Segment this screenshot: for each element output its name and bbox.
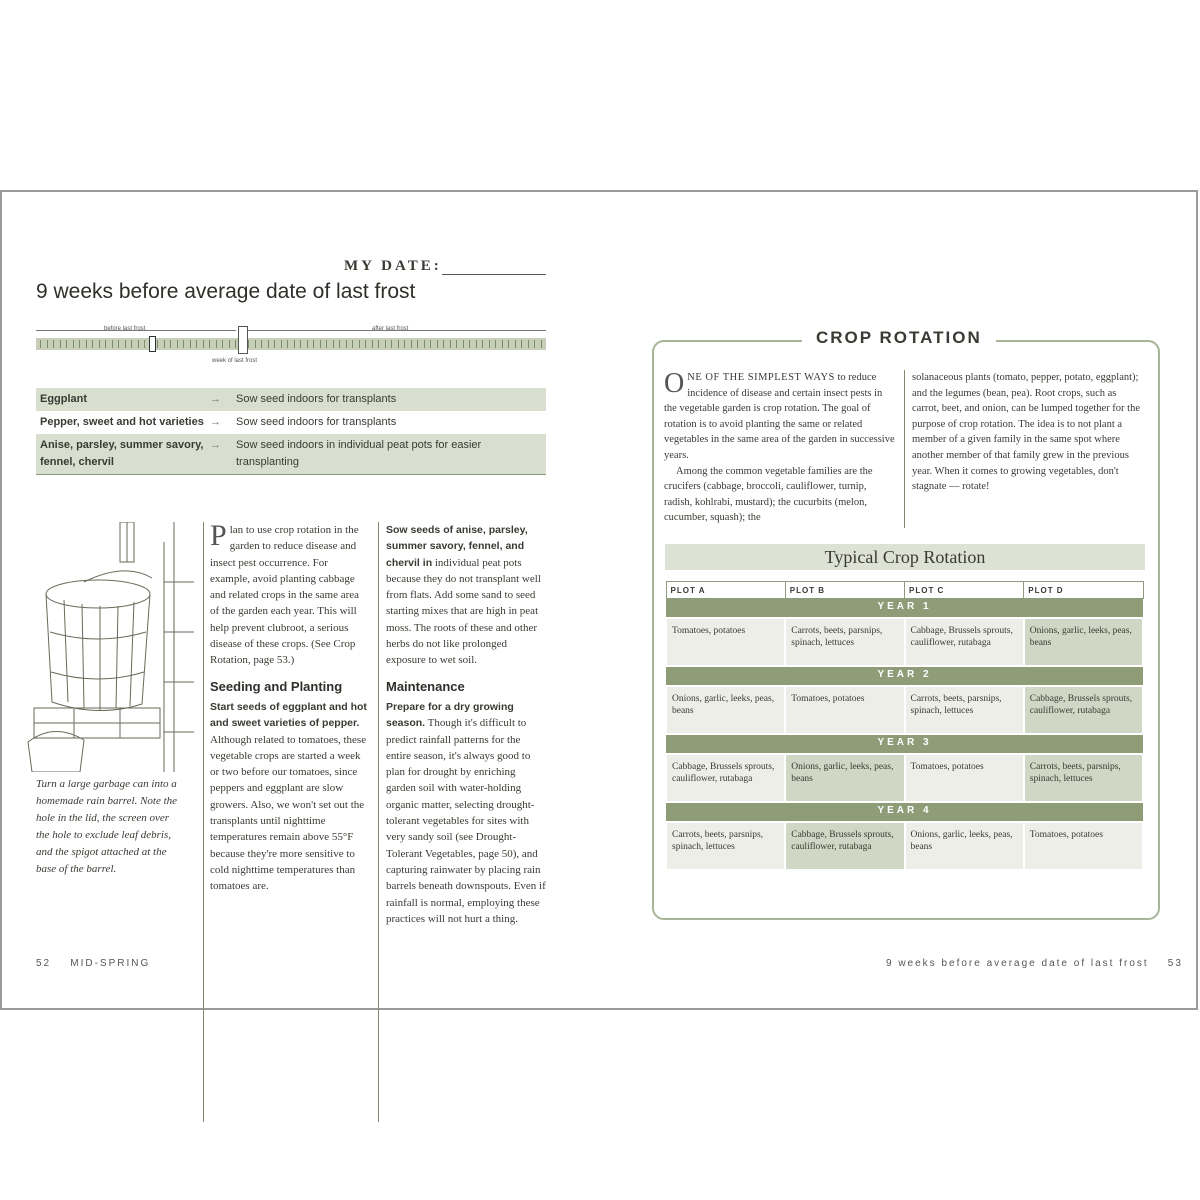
- seeding-lead: Start seeds of eggplant and hot and sweet varieties of pepper.: [210, 700, 367, 730]
- rotation-paragraph-1: to reduce incidence of disease and certain insect pests in the vegetable garden is crop rotation. The goal of rotation is to avoid planting the same or related vegetables in the same area of the garden in successive years.: [664, 372, 895, 461]
- table-row: [666, 822, 1143, 870]
- timeline-tick: [99, 340, 100, 348]
- right-page-number: 53: [1167, 958, 1183, 969]
- current-week-marker: [149, 336, 156, 352]
- timeline-tick: [235, 340, 236, 348]
- timeline-tick: [489, 340, 490, 348]
- timeline-after-label: after last frost: [372, 326, 409, 332]
- table-cell: Onions, garlic, leeks, peas, beans: [666, 686, 785, 734]
- running-head: 9 weeks before average date of last frost: [886, 958, 1149, 969]
- timeline-tick: [417, 340, 418, 348]
- schedule-crop: Anise, parsley, summer savory, fennel, chervil: [40, 439, 204, 468]
- timeline-tick: [450, 340, 451, 348]
- drop-cap: P: [210, 519, 227, 552]
- arrow-icon: →: [210, 439, 221, 451]
- schedule-row: [36, 434, 546, 474]
- timeline-tick: [66, 340, 67, 348]
- timeline-tick: [86, 340, 87, 348]
- timeline-tick: [118, 340, 119, 348]
- timeline-tick: [476, 340, 477, 348]
- timeline-tick: [183, 340, 184, 348]
- table-cell: Tomatoes, potatoes: [785, 686, 904, 734]
- text-column-2: [386, 522, 546, 927]
- arrow-icon: →: [210, 393, 221, 405]
- table-cell: Carrots, beets, parsnips, spinach, lettuces: [785, 618, 904, 666]
- timeline-tick: [430, 340, 431, 348]
- timeline-tick: [125, 340, 126, 348]
- timeline-tick: [424, 340, 425, 348]
- table-cell: Cabbage, Brussels sprouts, cauliflower, rutabaga: [785, 822, 904, 870]
- timeline-tick: [294, 340, 295, 348]
- timeline-week-label: week of last frost: [212, 358, 258, 364]
- timeline-tick: [73, 340, 74, 348]
- timeline-tick: [300, 340, 301, 348]
- year-row: [666, 734, 1143, 754]
- maintenance-lead: Prepare for a dry growing season.: [386, 700, 514, 730]
- maintenance-heading: Maintenance: [386, 678, 465, 694]
- timeline-tick: [105, 340, 106, 348]
- year-label: YEAR 2: [666, 666, 1143, 686]
- schedule-rule: [36, 474, 546, 475]
- timeline-tick: [469, 340, 470, 348]
- year-row: [666, 802, 1143, 822]
- timeline-tick: [190, 340, 191, 348]
- timeline-tick: [320, 340, 321, 348]
- timeline-tick: [268, 340, 269, 348]
- maintenance-body: Though it's difficult to predict rainfall patterns for the entire season, it's always good to plan for drought by enriching garden soil with water-holding organic matter, selecting drought-tolerant vegetables for sites with very sandy soil (see Drought-Tolerant Vegetables, page 50), and capturing rainwater by placing rain barrels beneath downspouts. Even if rainfall is normal, employing these practices will not hurt a thing.: [386, 717, 546, 925]
- timeline-tick: [307, 340, 308, 348]
- timeline-tick: [508, 340, 509, 348]
- table-cell: Carrots, beets, parsnips, spinach, lettuces: [1024, 754, 1143, 802]
- table-cell: Cabbage, Brussels sprouts, cauliflower, rutabaga: [1024, 686, 1143, 734]
- timeline-tick: [456, 340, 457, 348]
- timeline-tick: [164, 340, 165, 348]
- left-footer: [36, 958, 150, 969]
- timeline-tick: [216, 340, 217, 348]
- timeline-tick: [339, 340, 340, 348]
- timeline-tick: [255, 340, 256, 348]
- timeline-tick: [352, 340, 353, 348]
- timeline-tick: [411, 340, 412, 348]
- timeline-tick: [482, 340, 483, 348]
- timeline-tick: [443, 340, 444, 348]
- timeline-tick: [248, 340, 249, 348]
- rotation-paragraph-2: Among the common vegetable families are the crucifers (cabbage, broccoli, cauliflower, turnip, radish, kohlrabi, mustard); the cucurbits (melon, cucumber, squash); the: [664, 465, 873, 524]
- illustration-caption: Turn a large garbage can into a homemade rain barrel. Note the hole in the lid, the screen over the hole to exclude leaf debris, and the spigot attached at the base of the barrel.: [36, 778, 178, 875]
- year-label: YEAR 3: [666, 734, 1143, 754]
- table-row: [666, 754, 1143, 802]
- rotation-table: [665, 581, 1144, 871]
- timeline-tick: [313, 340, 314, 348]
- timeline-tick: [463, 340, 464, 348]
- timeline-tick: [170, 340, 171, 348]
- timeline-tick: [404, 340, 405, 348]
- page-title: 9 weeks before average date of last frost: [36, 280, 416, 303]
- timeline-tick: [359, 340, 360, 348]
- last-frost-marker: [238, 326, 248, 354]
- timeline-tick: [333, 340, 334, 348]
- timeline-tick: [47, 340, 48, 348]
- rotation-text-column-2: solanaceous plants (tomato, pepper, potato, eggplant); and the legumes (bean, pea). Root crops, such as carrot, beet, and onion, can be lumped together for the purpose of crop rotation. The idea is to not plant a member of a given family in the same spot where another member of that family grew in the previous year. When it comes to growing vegetables, don't stagnate — rotate!: [912, 372, 1140, 493]
- plot-a-header: PLOT A: [666, 582, 785, 599]
- rotation-lead-caps: NE OF THE SIMPLEST WAYS: [687, 372, 835, 383]
- timeline-tick: [391, 340, 392, 348]
- timeline-tick: [326, 340, 327, 348]
- schedule-action: Sow seed indoors for transplants: [236, 393, 397, 405]
- table-row: [666, 686, 1143, 734]
- timeline-tick: [287, 340, 288, 348]
- timeline-tick: [40, 340, 41, 348]
- table-cell: Onions, garlic, leeks, peas, beans: [785, 754, 904, 802]
- timeline-tick: [144, 340, 145, 348]
- timeline-tick: [495, 340, 496, 348]
- schedule-action: Sow seed indoors in individual peat pots for easier transplanting: [236, 439, 482, 468]
- rain-barrel-illustration: [24, 522, 194, 772]
- schedule-row: [36, 411, 546, 434]
- timeline-tick: [92, 340, 93, 348]
- table-cell: Onions, garlic, leeks, peas, beans: [905, 822, 1024, 870]
- timeline-tick: [112, 340, 113, 348]
- timeline-tick: [534, 340, 535, 348]
- intro-paragraph: lan to use crop rotation in the garden to reduce disease and insect pest occurrence. For example, avoid planting cabbage and related crops in the same area of the garden each year. This will help prevent clubroot, a serious disease of these crops. (See Crop Rotation, page 53.): [210, 524, 360, 667]
- plot-c-header: PLOT C: [905, 582, 1024, 599]
- plot-d-header: PLOT D: [1024, 582, 1143, 599]
- rotation-table-title: Typical Crop Rotation: [665, 544, 1145, 570]
- timeline-tick: [365, 340, 366, 348]
- text-column-1: [210, 519, 370, 895]
- table-cell: Tomatoes, potatoes: [666, 618, 785, 666]
- timeline-tick: [196, 340, 197, 348]
- sowing-schedule: [36, 388, 546, 475]
- timeline-tick: [274, 340, 275, 348]
- seeding-body: Although related to tomatoes, these vegetable crops are started a week or two before our tomatoes, since peppers and eggplant are slow growers. Also, we won't set out the transplants until nighttime temperatures remain above 55°F because they're more sensitive to cold nighttime temperatures than tomatoes are.: [210, 733, 367, 893]
- timeline-tick: [437, 340, 438, 348]
- year-row: [666, 666, 1143, 686]
- rotation-text-column-1: [664, 370, 896, 526]
- timeline-tick: [541, 340, 542, 348]
- year-label: YEAR 4: [666, 802, 1143, 822]
- frost-timeline: [36, 322, 546, 382]
- my-date-label: MY DATE:: [344, 258, 442, 274]
- book-spread: [0, 190, 1198, 1010]
- herbs-body: individual peat pots because they do not transplant well from flats. Add some sand to seed starting mixes that are high in peat moss. The roots of these and other herbs do not like prolonged exposure to wet soil.: [386, 556, 541, 667]
- left-page-number: 52: [36, 958, 52, 969]
- table-cell: Onions, garlic, leeks, peas, beans: [1024, 618, 1143, 666]
- timeline-tick: [521, 340, 522, 348]
- table-cell: Carrots, beets, parsnips, spinach, lettuces: [905, 686, 1024, 734]
- year-row: [666, 599, 1143, 619]
- table-row: [666, 618, 1143, 666]
- timeline-tick: [528, 340, 529, 348]
- table-cell: Tomatoes, potatoes: [905, 754, 1024, 802]
- table-cell: Cabbage, Brussels sprouts, cauliflower, rutabaga: [905, 618, 1024, 666]
- timeline-tick: [515, 340, 516, 348]
- timeline-tick: [385, 340, 386, 348]
- timeline-ticks: [36, 322, 546, 362]
- timeline-tick: [177, 340, 178, 348]
- timeline-tick: [79, 340, 80, 348]
- timeline-tick: [209, 340, 210, 348]
- arrow-icon: →: [210, 416, 221, 428]
- column-rule: [378, 522, 379, 1122]
- column-rule: [203, 522, 204, 1122]
- right-footer: [886, 958, 1183, 969]
- schedule-crop: Eggplant: [40, 393, 88, 405]
- timeline-tick: [157, 340, 158, 348]
- timeline-tick: [60, 340, 61, 348]
- timeline-tick: [222, 340, 223, 348]
- timeline-tick: [398, 340, 399, 348]
- timeline-tick: [502, 340, 503, 348]
- year-label: YEAR 1: [666, 599, 1143, 619]
- timeline-tick: [53, 340, 54, 348]
- timeline-tick: [378, 340, 379, 348]
- schedule-crop: Pepper, sweet and hot varieties: [40, 416, 204, 428]
- timeline-tick: [281, 340, 282, 348]
- timeline-tick: [138, 340, 139, 348]
- schedule-action: Sow seed indoors for transplants: [236, 416, 397, 428]
- timeline-tick: [131, 340, 132, 348]
- rotation-drop-cap: O: [664, 368, 685, 399]
- timeline-tick: [229, 340, 230, 348]
- section-name: MID-SPRING: [70, 958, 151, 969]
- herbs-lead: Sow seeds of anise, parsley, summer savory, fennel, and chervil in: [386, 524, 528, 569]
- timeline-tick: [372, 340, 373, 348]
- plot-b-header: PLOT B: [785, 582, 904, 599]
- timeline-tick: [261, 340, 262, 348]
- crop-rotation-title: CROP ROTATION: [802, 328, 996, 348]
- seeding-planting-heading: Seeding and Planting: [210, 678, 343, 694]
- table-header-row: [666, 582, 1143, 599]
- my-date-line: [442, 274, 546, 275]
- timeline-tick: [346, 340, 347, 348]
- timeline-before-label: before last frost: [104, 326, 146, 332]
- schedule-row: [36, 388, 546, 411]
- table-cell: Carrots, beets, parsnips, spinach, lettuces: [666, 822, 785, 870]
- rotation-column-rule: [904, 370, 905, 528]
- table-cell: Tomatoes, potatoes: [1024, 822, 1143, 870]
- timeline-tick: [203, 340, 204, 348]
- table-cell: Cabbage, Brussels sprouts, cauliflower, rutabaga: [666, 754, 785, 802]
